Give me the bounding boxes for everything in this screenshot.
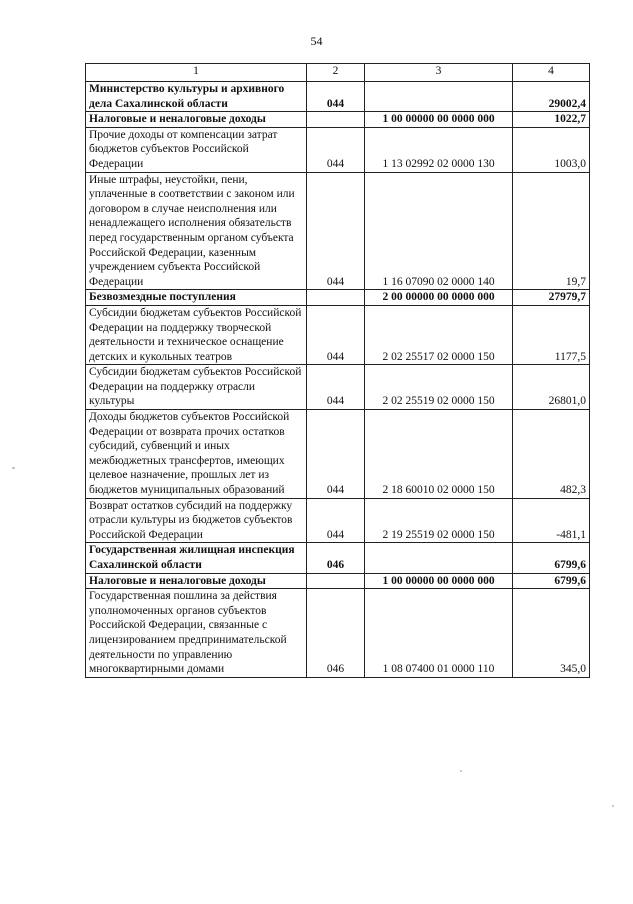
row-amount: 6799,6 [513, 543, 590, 573]
row-classification-code: 1 00 00000 00 0000 000 [365, 573, 513, 589]
row-amount: -481,1 [513, 498, 590, 543]
header-col-4: 4 [513, 64, 590, 82]
page-number: 54 [310, 34, 323, 48]
row-classification-code: 2 00 00000 00 0000 000 [365, 290, 513, 306]
table-row [86, 290, 590, 306]
row-name: Прочие доходы от компенсации затрат бюджетов субъектов Российской Федерации [86, 127, 307, 172]
table-row [86, 410, 590, 499]
table-row [86, 172, 590, 290]
row-name: Государственная жилищная инспекция Сахалинской области [86, 543, 307, 573]
table-row [86, 498, 590, 543]
row-admin-code: 044 [307, 410, 365, 499]
row-amount: 6799,6 [513, 573, 590, 589]
row-name: Налоговые и неналоговые доходы [86, 573, 307, 589]
row-amount: 26801,0 [513, 365, 590, 410]
row-amount: 29002,4 [513, 82, 590, 112]
row-name: Возврат остатков субсидий на поддержку отрасли культуры из бюджетов субъектов Российской Федерации [86, 498, 307, 543]
row-admin-code: 044 [307, 305, 365, 364]
row-classification-code: 2 18 60010 02 0000 150 [365, 410, 513, 499]
row-admin-code: 044 [307, 365, 365, 410]
row-amount: 482,3 [513, 410, 590, 499]
scan-speck [12, 467, 15, 469]
row-name: Безвозмездные поступления [86, 290, 307, 306]
row-name: Государственная пошлина за действия уполномоченных органов субъектов Российской Федерации, связанные с лицензированием предпринимательской деятельности по управлению многоквартирными домами [86, 589, 307, 678]
row-admin-code: 046 [307, 589, 365, 678]
row-classification-code [365, 82, 513, 112]
table-row [86, 82, 590, 112]
row-amount: 345,0 [513, 589, 590, 678]
row-amount: 27979,7 [513, 290, 590, 306]
row-amount: 1003,0 [513, 127, 590, 172]
row-admin-code: 044 [307, 82, 365, 112]
header-col-3: 3 [365, 64, 513, 82]
row-classification-code: 1 16 07090 02 0000 140 [365, 172, 513, 290]
row-admin-code: 044 [307, 498, 365, 543]
row-classification-code: 2 02 25517 02 0000 150 [365, 305, 513, 364]
table-row [86, 112, 590, 128]
table-row [86, 365, 590, 410]
row-name: Министерство культуры и архивного дела Сахалинской области [86, 82, 307, 112]
table-row [86, 573, 590, 589]
table-row [86, 305, 590, 364]
row-name: Налоговые и неналоговые доходы [86, 112, 307, 128]
row-name: Субсидии бюджетам субъектов Российской Федерации на поддержку отрасли культуры [86, 365, 307, 410]
row-classification-code: 1 08 07400 01 0000 110 [365, 589, 513, 678]
row-name: Субсидии бюджетам субъектов Российской Федерации на поддержку творческой деятельности и техническое оснащение детских и кукольных театров [86, 305, 307, 364]
row-amount: 1177,5 [513, 305, 590, 364]
row-classification-code: 2 19 25519 02 0000 150 [365, 498, 513, 543]
row-amount: 19,7 [513, 172, 590, 290]
row-classification-code: 1 13 02992 02 0000 130 [365, 127, 513, 172]
row-name: Иные штрафы, неустойки, пени, уплаченные в соответствии с законом или договором в случае неисполнения или ненадлежащего исполнения обязательств перед государственным органом субъекта Российской Федерации, казенным учреждением субъекта Российской Федерации [86, 172, 307, 290]
row-admin-code: 044 [307, 127, 365, 172]
row-classification-code: 2 02 25519 02 0000 150 [365, 365, 513, 410]
row-amount: 1022,7 [513, 112, 590, 128]
header-col-2: 2 [307, 64, 365, 82]
row-classification-code: 1 00 00000 00 0000 000 [365, 112, 513, 128]
row-admin-code [307, 573, 365, 589]
row-admin-code: 044 [307, 172, 365, 290]
row-name: Доходы бюджетов субъектов Российской Федерации от возврата прочих остатков субсидий, субвенций и иных межбюджетных трансфертов, имеющих целевое назначение, прошлых лет из бюджетов муниципальных образований [86, 410, 307, 499]
scan-speck [612, 805, 614, 807]
row-admin-code [307, 112, 365, 128]
header-col-1: 1 [86, 64, 307, 82]
budget-revenue-table [85, 63, 590, 678]
row-classification-code [365, 543, 513, 573]
scan-speck [460, 770, 462, 772]
row-admin-code [307, 290, 365, 306]
row-admin-code: 046 [307, 543, 365, 573]
table-row [86, 127, 590, 172]
table-row [86, 543, 590, 573]
table-header-row [86, 64, 590, 82]
table-row [86, 589, 590, 678]
